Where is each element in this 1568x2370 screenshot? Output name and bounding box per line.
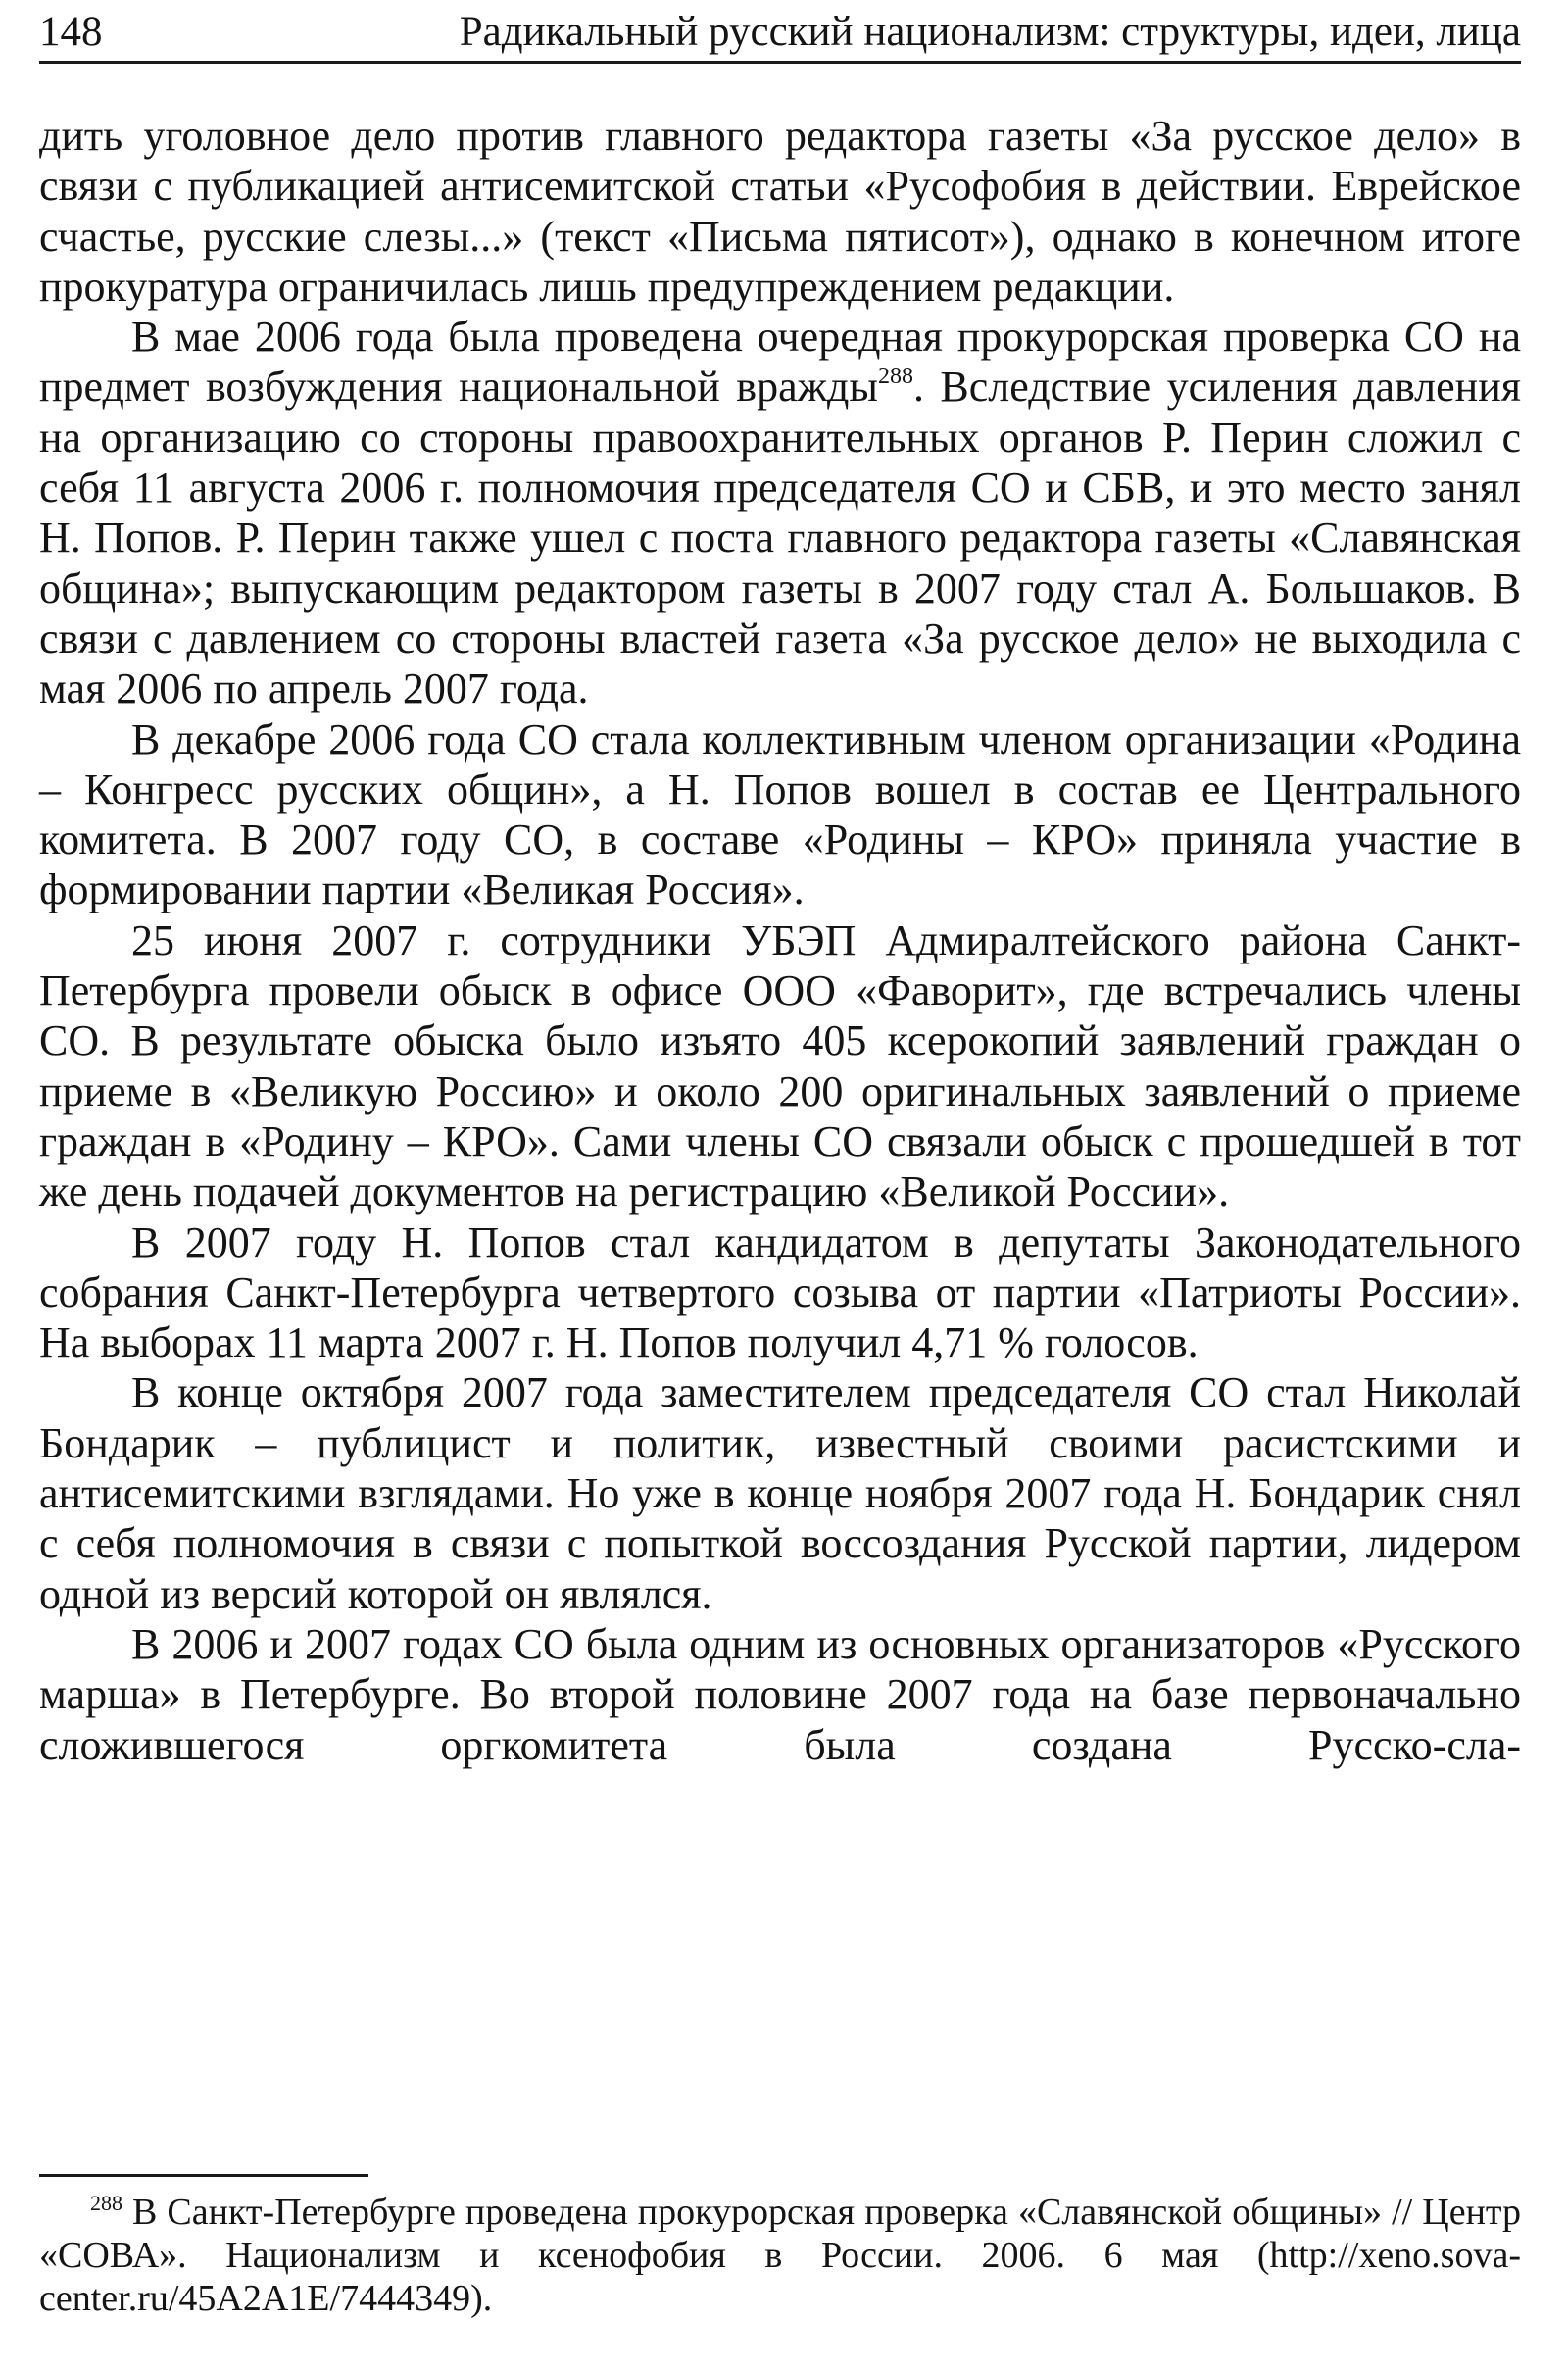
- footnote-reference[interactable]: 288: [877, 364, 913, 390]
- paragraph: В декабре 2006 года СО стала коллективным членом организации «Родина – Конгресс русских общин», а Н. Попов вошел в состав ее Центрального комитета. В 2007 году СО, в составе «Родины – КРО» приняла участие в формировании партии «Великая Россия».: [39, 715, 1521, 914]
- paragraph: В конце октября 2007 года заместителем председателя СО стал Николай Бондарик – публицист и политик, известный своими расистскими и антисемитскими взглядами. Но уже в конце ноября 2007 года Н. Бондарик снял с себя полномочия в связи с попыткой воссоздания Русской партии, лидером одной из версий которой он являлся.: [39, 1368, 1521, 1618]
- running-header-title: Радикальный русский национализм: структуры, идеи, лица: [459, 9, 1521, 55]
- book-page: [39, 0, 1521, 2370]
- paragraph-text: В мае 2006 года была проведена очередная прокурорская проверка СО на предмет возбуждения национальной вражды: [39, 313, 1521, 412]
- paragraph: В 2007 году Н. Попов стал кандидатом в депутаты Законодательного собрания Санкт-Петербурга четвертого созыва от партии «Патриоты России». На выборах 11 марта 2007 г. Н. Попов получил 4,71 % голосов.: [39, 1217, 1521, 1367]
- footnote-divider: [39, 2174, 368, 2177]
- footnote: 288 В Санкт-Петербурге проведена прокурорская проверка «Славянской общины» // Центр «СОВА». Национализм и ксенофобия в России. 2006. 6 мая (http://xeno.sova-center.ru/45A2A1E/7444349).: [39, 2191, 1521, 2319]
- paragraph-continuation: дить уголовное дело против главного редактора газеты «За русское дело» в связи с публикацией антисемитской статьи «Русофобия в действии. Еврейское счастье, русские слезы...» (текст «Письма пятисот»), однако в конечном итоге прокуратура ограничилась лишь предупреждением редакции.: [39, 112, 1521, 311]
- running-header: [39, 4, 1521, 64]
- paragraph: В 2006 и 2007 годах СО была одним из основных организаторов «Русского марша» в Петербурге. Во второй половине 2007 года на базе первоначально сложившегося оргкомитета была создана Русско-сла-: [39, 1619, 1521, 1769]
- paragraph-text: . Вследствие усиления давления на организацию со стороны правоохранительных органов Р. Перин сложил с себя 11 августа 2006 г. полномочия председателя СО и СБВ, и это место занял Н. Попов. Р. Перин также ушел с поста главного редактора газеты «Славянская община»; выпускающим редактором газеты в 2007 году стал А. Большаков. В связи с давлением со стороны властей газета «За русское дело» не выходила с мая 2006 по апрель 2007 года.: [39, 363, 1521, 714]
- paragraph: [39, 312, 1521, 714]
- page-number: 148: [39, 9, 103, 55]
- paragraph: 25 июня 2007 г. сотрудники УБЭП Адмиралтейского района Санкт-Петербурга провели обыск в офисе ООО «Фаворит», где встречались члены СО. В результате обыска было изъято 405 ксерокопий заявлений граждан о приеме в «Великую Россию» и около 200 оригинальных заявлений о приеме граждан в «Родину – КРО». Сами члены СО связали обыск с прошедшей в тот же день подачей документов на регистрацию «Великой России».: [39, 915, 1521, 1216]
- body-text: [39, 111, 1521, 1770]
- footnote-text: В Санкт-Петербурге проведена прокурорская проверка «Славянской общины» // Центр «СОВА». Национализм и ксенофобия в России. 2006. 6 мая (http://xeno.sova-center.ru/45A2A1E/7444349).: [39, 2192, 1521, 2319]
